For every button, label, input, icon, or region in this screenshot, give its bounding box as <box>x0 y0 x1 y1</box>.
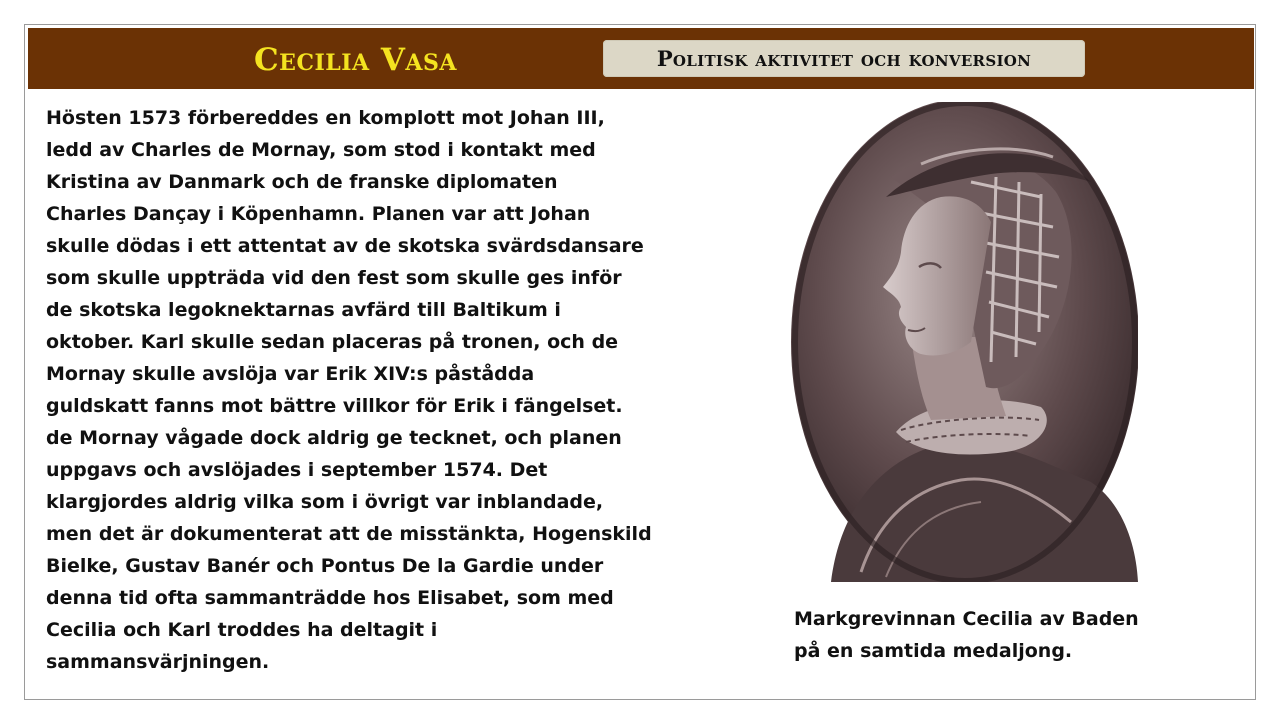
body-line: skulle dödas i ett attentat av de skotska svärdsdansare <box>46 235 644 257</box>
body-line: uppgavs och avslöjades i september 1574. Det <box>46 459 548 481</box>
body-line: Kristina av Danmark och de franske diplomaten <box>46 171 558 193</box>
slide-title: Cecilia Vasa <box>254 42 457 78</box>
portrait-caption <box>794 603 1139 667</box>
body-text <box>46 102 686 678</box>
body-line: de skotska legoknektarnas avfärd till Baltikum i <box>46 299 561 321</box>
body-line: men det är dokumenterat att de misstänkta, Hogenskild <box>46 523 652 545</box>
body-line: klargjordes aldrig vilka som i övrigt var inblandade, <box>46 491 604 513</box>
body-line: Mornay skulle avslöja var Erik XIV:s påstådda <box>46 363 535 385</box>
subtitle-box <box>603 40 1085 77</box>
body-line: de Mornay vågade dock aldrig ge tecknet, och planen <box>46 427 622 449</box>
slide-subtitle: Politisk aktivitet och konversion <box>656 46 1032 71</box>
body-line: Cecilia och Karl troddes ha deltagit i <box>46 619 438 641</box>
body-line: guldskatt fanns mot bättre villkor för Erik i fängelset. <box>46 395 623 417</box>
caption-line: på en samtida medaljong. <box>794 640 1073 662</box>
body-line: Charles Dançay i Köpenhamn. Planen var att Johan <box>46 203 591 225</box>
medallion-portrait <box>791 102 1138 582</box>
body-line: Bielke, Gustav Banér och Pontus De la Gardie under <box>46 555 604 577</box>
body-line: oktober. Karl skulle sedan placeras på tronen, och de <box>46 331 619 353</box>
body-line: denna tid ofta sammanträdde hos Elisabet, som med <box>46 587 614 609</box>
caption-line: Markgrevinnan Cecilia av Baden <box>794 608 1139 630</box>
body-line: Hösten 1573 förbereddes en komplott mot Johan III, <box>46 107 605 129</box>
body-line: ledd av Charles de Mornay, som stod i kontakt med <box>46 139 596 161</box>
body-line: sammansvärjningen. <box>46 651 270 673</box>
body-line: som skulle uppträda vid den fest som skulle ges inför <box>46 267 622 289</box>
